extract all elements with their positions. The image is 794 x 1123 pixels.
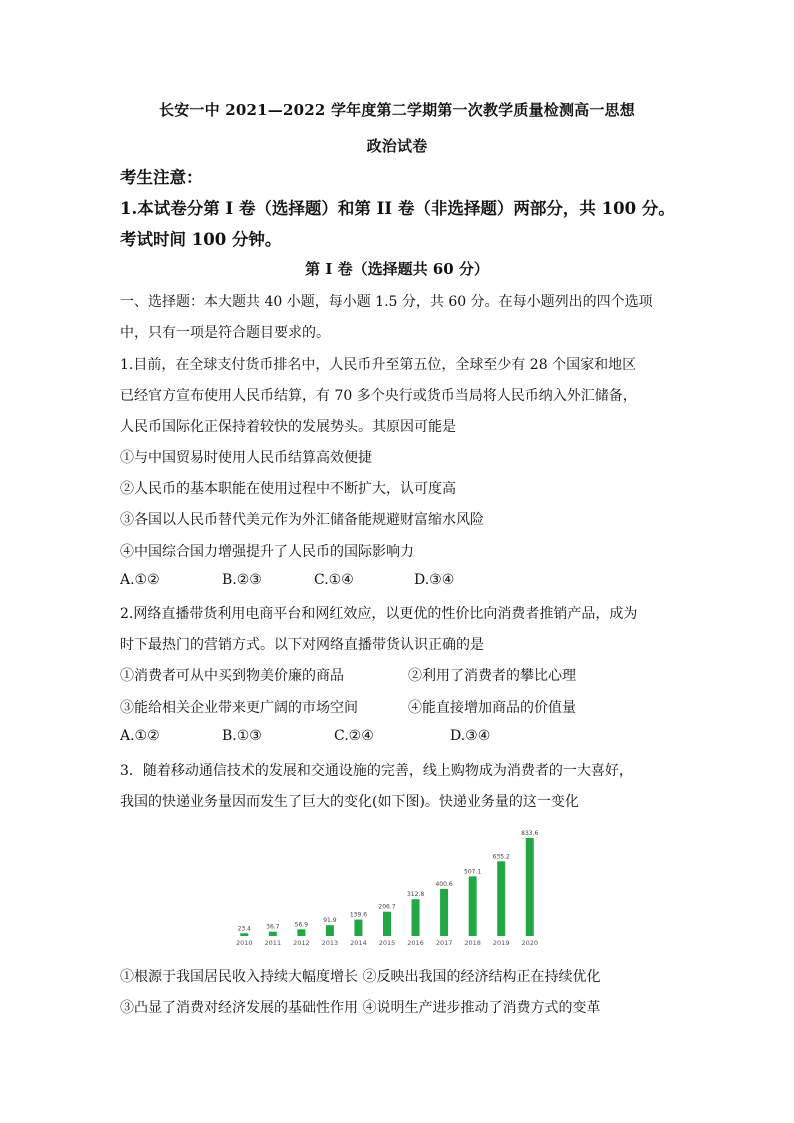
bar-2016 xyxy=(412,899,420,936)
section1-title: 第 I 卷（选择题共 60 分） xyxy=(305,260,489,278)
q2-stem-line1: 2.网络直播带货利用电商平台和网红效应，以更优的性价比向消费者推销产品，成为 xyxy=(120,606,638,622)
bar-2020 xyxy=(526,838,534,936)
q2-choice-d: D.③④ xyxy=(450,728,491,744)
exam-title-line1: 长安一中 2021—2022 学年度第二学期第一次教学质量检测高一思想 xyxy=(159,101,635,119)
bar-2012 xyxy=(297,929,305,936)
q1-stem-line3: 人民币国际化正保持着较快的发展势头。其原因可能是 xyxy=(120,419,456,435)
q3-statement-row1: ①根源于我国居民收入持续大幅度增长 ②反映出我国的经济结构正在持续优化 xyxy=(120,969,601,985)
bar-2017 xyxy=(440,889,448,936)
q2-statement-2: ②利用了消费者的攀比心理 xyxy=(408,668,576,684)
category-label-2018: 2018 xyxy=(464,939,481,947)
category-label-2015: 2015 xyxy=(378,939,396,947)
q1-statement-1: ①与中国贸易时使用人民币结算高效便捷 xyxy=(120,450,372,466)
category-label-2020: 2020 xyxy=(521,939,539,947)
q1-choice-b: B.②③ xyxy=(222,572,262,588)
q1-statement-3: ③各国以人民币替代美元作为外汇储备能规避财富缩水风险 xyxy=(120,512,484,528)
category-label-2012: 2012 xyxy=(293,939,310,947)
value-label-2017: 400.6 xyxy=(435,880,453,888)
value-label-2015: 206.7 xyxy=(378,903,396,911)
q1-statement-4: ④中国综合国力增强提升了人民币的国际影响力 xyxy=(120,544,414,560)
q1-stem-line2: 已经官方宣布使用人民币结算，有 70 多个央行或货币当局将人民币纳入外汇储备， xyxy=(120,388,637,404)
bar-2018 xyxy=(469,876,477,936)
q2-choice-a: A.①② xyxy=(120,728,160,744)
bar-2015 xyxy=(383,912,391,936)
q2-choice-c: C.②④ xyxy=(334,728,374,744)
bar-2010 xyxy=(240,933,248,936)
q3-stem-line1: 3．随着移动通信技术的发展和交通设施的完善，线上购物成为消费者的一大喜好， xyxy=(120,763,633,779)
section1-intro-line1: 一、选择题：本大题共 40 小题，每小题 1.5 分，共 60 分。在每小题列出的四个选项 xyxy=(120,294,653,310)
value-label-2014: 139.6 xyxy=(349,911,368,919)
value-label-2011: 36.7 xyxy=(266,923,280,931)
bar-2011 xyxy=(269,932,277,936)
section1-intro-line2: 中，只有一项是符合题目要求的。 xyxy=(120,325,330,341)
category-label-2017: 2017 xyxy=(435,939,453,947)
value-label-2013: 91.9 xyxy=(323,917,337,925)
value-label-2016: 312.8 xyxy=(406,891,425,899)
express-volume-chart xyxy=(222,826,552,954)
value-label-2010: 23.4 xyxy=(237,925,251,933)
value-label-2018: 507.1 xyxy=(464,868,482,876)
bar-2014 xyxy=(354,920,362,936)
q1-choice-a: A.①② xyxy=(120,572,160,588)
category-label-2016: 2016 xyxy=(407,939,424,947)
category-label-2013: 2013 xyxy=(321,939,339,947)
category-label-2019: 2019 xyxy=(492,939,510,947)
category-label-2011: 2011 xyxy=(264,939,282,947)
exam-title-line2: 政治试卷 xyxy=(366,137,428,155)
notice-item1-line1: 1.本试卷分第 I 卷（选择题）和第 II 卷（非选择题）两部分，共 100 分。 xyxy=(120,199,675,218)
q2-statement-1: ①消费者可从中买到物美价廉的商品 xyxy=(120,668,344,684)
value-label-2019: 635.2 xyxy=(492,853,510,861)
q3-stem-line2: 我国的快递业务量因而发生了巨大的变化(如下图)。快递业务量的这一变化 xyxy=(120,794,579,810)
bar-2019 xyxy=(497,861,505,936)
q1-statement-2: ②人民币的基本职能在使用过程中不断扩大，认可度高 xyxy=(120,481,456,497)
express-volume-chart-svg xyxy=(222,826,552,954)
q1-stem-line1: 1.目前，在全球支付货币排名中，人民币升至第五位，全球至少有 28 个国家和地区 xyxy=(120,357,637,373)
notice-heading: 考生注意： xyxy=(120,168,203,187)
q2-choice-b: B.①③ xyxy=(222,728,262,744)
category-label-2010: 2010 xyxy=(235,939,253,947)
category-label-2014: 2014 xyxy=(350,939,367,947)
value-label-2012: 56.9 xyxy=(294,921,309,929)
q1-choice-c: C.①④ xyxy=(314,572,354,588)
notice-item1-line2: 考试时间 100 分钟。 xyxy=(120,230,282,249)
bar-2013 xyxy=(326,925,334,936)
q1-choice-d: D.③④ xyxy=(414,572,455,588)
q2-statement-3: ③能给相关企业带来更广阔的市场空间 xyxy=(120,700,358,716)
q2-statement-4: ④能直接增加商品的价值量 xyxy=(408,700,576,716)
value-label-2020: 833.6 xyxy=(521,830,539,837)
q2-stem-line2: 时下最热门的营销方式。以下对网络直播带货认识正确的是 xyxy=(120,637,484,653)
q3-statement-row2: ③凸显了消费对经济发展的基础性作用 ④说明生产进步推动了消费方式的变革 xyxy=(120,1000,601,1016)
